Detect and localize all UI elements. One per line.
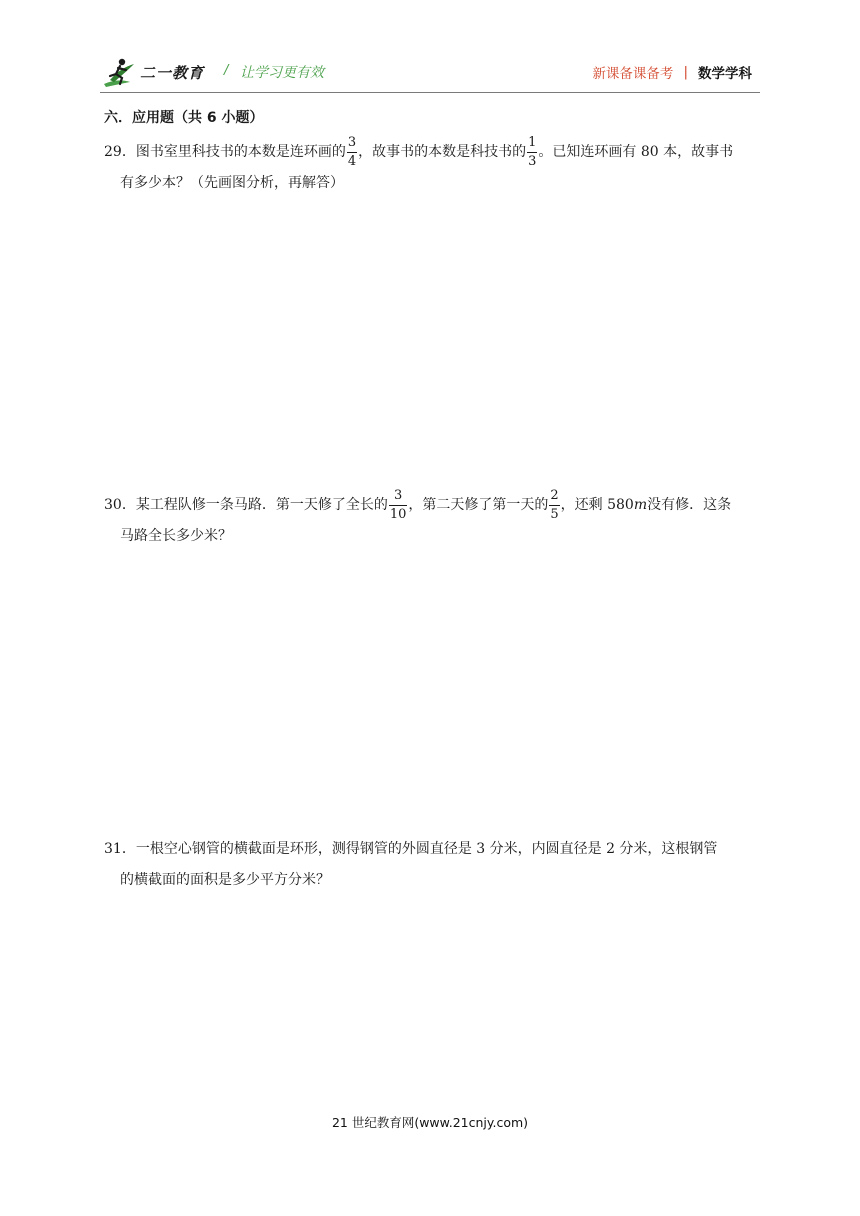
header-right [592,62,752,82]
question-text: ，还剩 580 [560,497,634,513]
page-header [100,54,760,92]
fraction [347,136,357,169]
runner-logo-icon [100,54,144,90]
fraction-denominator: 10 [389,506,407,522]
fraction [527,136,537,169]
question-29 [104,132,764,194]
question-text: 。已知连环画有 80 本，故事书 [538,144,734,160]
question-text-line2: 马路全长多少米？ [120,528,232,544]
question-text: 29．图书室里科技书的本数是连环画的 [104,144,346,160]
header-subject: 数学学科 [698,66,752,82]
fraction-bar [549,505,559,506]
header-slash: / [224,63,229,78]
fraction-denominator: 3 [528,153,537,169]
fraction [389,489,408,522]
fraction-numerator: 3 [347,134,357,150]
question-text: 30．某工程队修一条马路．第一天修了全长的 [104,497,388,513]
fraction-numerator: 3 [393,487,403,503]
header-divider [100,92,760,93]
fraction [549,489,559,522]
question-text-line2: 有多少本？（先画图分析，再解答） [120,175,344,191]
fraction-numerator: 2 [550,487,559,503]
fraction-bar [347,152,357,153]
question-text-line2: 的横截面的面积是多少平方分米？ [120,872,330,888]
fraction-denominator: 4 [347,153,357,169]
fraction-bar [389,505,408,506]
section-title: 六．应用题（共 6 小题） [104,110,264,126]
logo-text: 二一教育 [140,64,205,82]
question-text: 31．一根空心钢管的横截面是环形，测得钢管的外圆直径是 3 分米，内圆直径是 2 分米，这根钢管 [104,841,718,857]
question-31 [104,829,764,891]
fraction-bar [527,152,537,153]
question-text: ，故事书的本数是科技书的 [358,144,527,160]
unit-variable: m [633,497,648,513]
question-text: 没有修．这条 [647,497,732,513]
fraction-denominator: 5 [550,506,559,522]
header-separator: | [683,64,688,80]
question-30 [104,485,764,547]
header-tagline: 新课备课备考 [592,66,674,82]
header-slogan: 让学习更有效 [240,65,324,81]
page-footer: 21 世纪教育网(www.21cnjy.com) [331,1115,529,1130]
logo [100,54,234,90]
fraction-numerator: 1 [528,134,537,150]
question-text: ，第二天修了第一天的 [408,497,549,513]
